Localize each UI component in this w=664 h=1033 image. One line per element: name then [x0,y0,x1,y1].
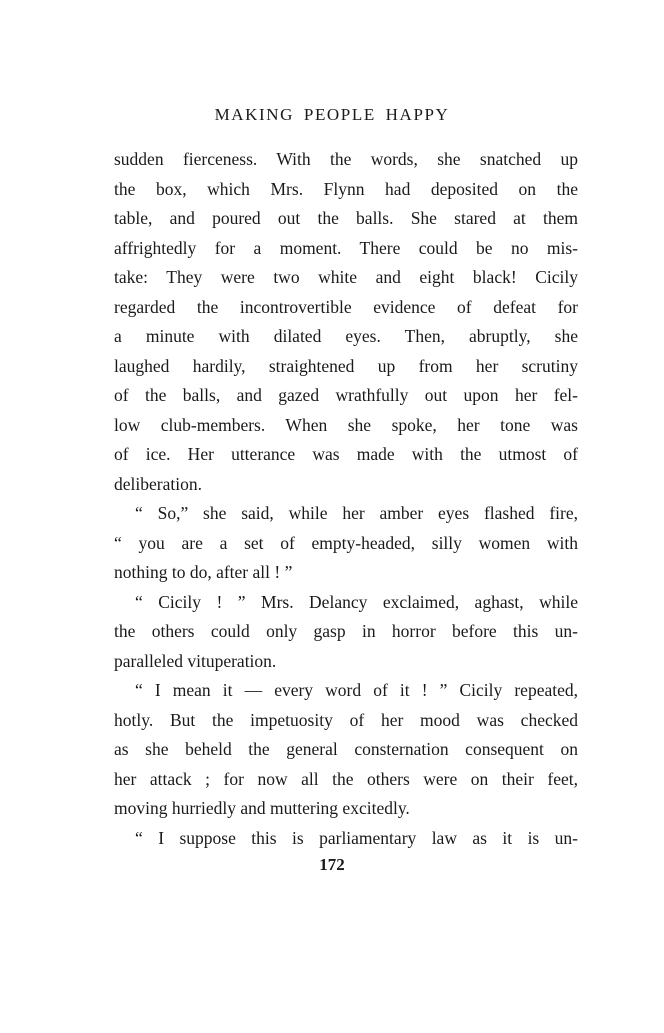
text-line: regarded the incontrovertible evidence of defeat for [114,296,578,317]
text-line: paralleled vituperation. [114,650,277,671]
page-number: 172 [319,855,345,874]
body-text [114,145,578,853]
text-line: nothing to do, after all ! ” [114,562,293,582]
text-line: “ Cicily ! ” Mrs. Delancy exclaimed, aghast, while [135,591,578,612]
text-line: a minute with dilated eyes. Then, abruptly, she [114,326,578,346]
text-line: deliberation. [114,473,202,494]
text-line: take: They were two white and eight black! Cicily [114,267,578,287]
text-line: of ice. Her utterance was made with the utmost of [114,444,578,464]
text-line: table, and poured out the balls. She stared at them [114,208,578,228]
running-head: MAKING PEOPLE HAPPY [214,105,450,124]
paragraph [114,676,578,824]
text-line: low club-members. When she spoke, her tone was [114,414,578,435]
text-line: sudden fierceness. With the words, she snatched up [114,149,578,169]
text-line: “ you are a set of empty-headed, silly women with [114,532,578,553]
text-line: moving hurriedly and muttering excitedly. [114,798,410,818]
text-line: of the balls, and gazed wrathfully out upon her fel- [114,385,578,405]
text-line: “ So,” she said, while her amber eyes flashed fire, [135,503,578,523]
paragraph [114,499,578,588]
text-line: laughed hardily, straightened up from her scrutiny [114,355,578,376]
text-line: as she beheld the general consternation consequent on [114,739,578,759]
text-line: the others could only gasp in horror before this un- [114,621,578,641]
paragraph [114,824,578,854]
text-line: the box, which Mrs. Flynn had deposited on the [114,178,578,199]
text-line: “ I suppose this is parliamentary law as it is un- [135,827,578,848]
paragraph [114,145,578,499]
text-line: her attack ; for now all the others were on their feet, [114,768,578,789]
paragraph [114,588,578,677]
text-line: hotly. But the impetuosity of her mood was checked [114,709,578,730]
text-line: affrightedly for a moment. There could be no mis- [114,237,578,258]
text-line: “ I mean it — every word of it ! ” Cicily repeated, [135,680,578,700]
